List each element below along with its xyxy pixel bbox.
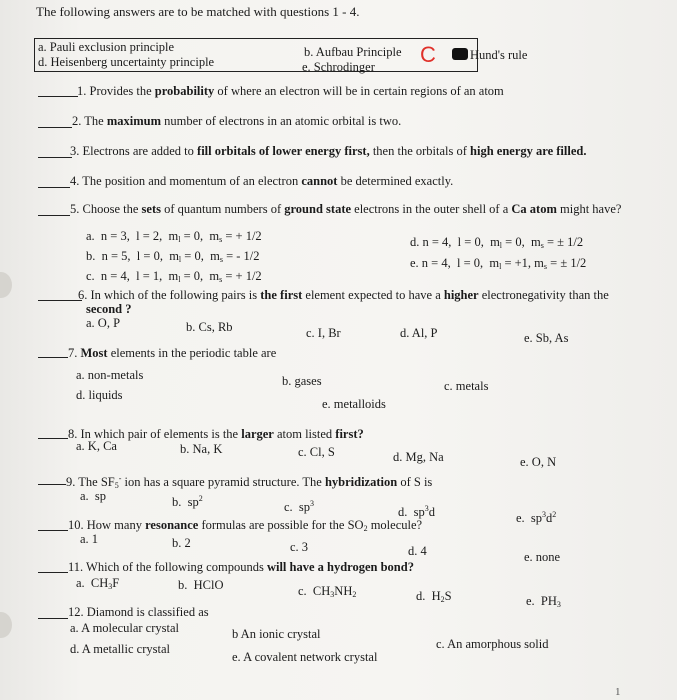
choice-e: e. Schrodinger (302, 60, 375, 74)
q10-option-c: c. 3 (290, 540, 309, 554)
question-8: 8. In which pair of elements is the larger atom listed first? (68, 427, 364, 441)
choice-hund: Hund's rule (470, 48, 528, 62)
question-12: 12. Diamond is classified as (68, 605, 209, 619)
q12-option-c: c. An amorphous solid (436, 637, 549, 651)
answer-blank-7[interactable] (38, 357, 68, 358)
answer-blank-5[interactable] (38, 215, 70, 216)
q8-option-b: b. Na, K (180, 442, 223, 456)
choice-d: d. Heisenberg uncertainty principle (38, 55, 215, 69)
answer-blank-4[interactable] (38, 187, 70, 188)
q9-option-b: b. $sp^2$ (172, 494, 203, 509)
q10-option-d: d. 4 (408, 544, 427, 558)
question-6-line2: second ? (86, 302, 132, 316)
choice-a: a. Pauli exclusion principle (38, 40, 175, 54)
question-5: 5. Choose the sets of quantum numbers of ground state electrons in the outer shell of a Ca atom might have? (70, 202, 622, 216)
answer-blank-12[interactable] (38, 618, 68, 619)
q12-option-b: b An ionic crystal (232, 627, 321, 641)
ink-blot (452, 48, 468, 60)
q5-option-d: d. n = 4, l = 0, $m_l = 0$, $m_s$ = ± 1/2 (410, 235, 584, 250)
question-2: 2. The maximum number of electrons in an atomic orbital is two. (72, 114, 402, 128)
question-11: 11. Which of the following compounds will have a hydrogen bond? (68, 560, 414, 574)
answer-blank-9[interactable] (38, 484, 66, 485)
question-3: 3. Electrons are added to fill orbitals of lower energy first, then the orbitals of high energy are filled. (70, 144, 587, 158)
q10-option-e: e. none (524, 550, 561, 564)
q8-option-e: e. O, N (520, 455, 557, 469)
question-9: 9. The $SF_5^-$ ion has a square pyramid structure. The hybridization of S is (66, 474, 433, 490)
answer-blank-6[interactable] (38, 300, 82, 301)
q6-option-d: d. Al, P (400, 326, 438, 340)
q9-option-a: a. sp (80, 489, 107, 503)
answer-blank-8[interactable] (38, 438, 68, 439)
choice-b: b. Aufbau Principle (304, 45, 402, 59)
q9-option-e: e. $sp^3d^2$ (516, 510, 557, 525)
q10-option-b: b. 2 (172, 536, 191, 550)
q7-option-a: a. non-metals (76, 368, 144, 382)
q10-option-a: a. 1 (80, 532, 99, 546)
q5-option-c: c. n = 4, l = 1, $m_l = 0$, $m_s$ = + 1/2 (86, 269, 262, 284)
handwritten-c-mark: C (420, 42, 436, 67)
q6-option-a: a. O, P (86, 316, 121, 330)
q7-option-d: d. liquids (76, 388, 123, 402)
q9-option-d: d. $sp^3d$ (398, 504, 435, 519)
binder-hole (0, 612, 12, 638)
q7-option-c: c. metals (444, 379, 489, 393)
q5-option-b: b. n = 5, l = 0, $m_l = 0$, $m_s$ = - 1/2 (86, 249, 260, 264)
q12-option-d: d. A metallic crystal (70, 642, 170, 656)
q11-option-d: d. $H_2S$ (416, 589, 452, 604)
question-10: 10. How many resonance formulas are possible for the $SO_2$ molecule? (68, 518, 423, 533)
q9-option-c: c. $sp^3$ (284, 499, 315, 514)
q11-option-c: c. $CH_3NH_2$ (298, 584, 357, 599)
binder-hole (0, 272, 12, 298)
q11-option-a: a. $CH_3F$ (76, 576, 120, 591)
q11-option-b: b. HClO (178, 578, 224, 592)
question-4: 4. The position and momentum of an electron cannot be determined exactly. (70, 174, 454, 188)
q11-option-e: e. $PH_3$ (526, 594, 561, 609)
q5-option-a: a. n = 3, l = 2, $m_l = 0$, $m_s$ = + 1/2 (86, 229, 262, 244)
page-number: 1 (615, 686, 621, 698)
answer-blank-10[interactable] (38, 530, 68, 531)
q6-option-e: e. Sb, As (524, 331, 569, 345)
q6-option-b: b. Cs, Rb (186, 320, 233, 334)
q8-option-c: c. Cl, S (298, 445, 335, 459)
q12-option-a: a. A molecular crystal (70, 621, 179, 635)
instructions-header: The following answers are to be matched with questions 1 - 4. (36, 4, 360, 19)
question-6: 6. In which of the following pairs is the first element expected to have a higher electronegativity than the (78, 288, 609, 302)
q12-option-e: e. A covalent network crystal (232, 650, 378, 664)
answer-blank-1[interactable] (38, 96, 78, 97)
q6-option-c: c. I, Br (306, 326, 341, 340)
answer-blank-11[interactable] (38, 572, 68, 573)
answer-blank-3[interactable] (38, 157, 72, 158)
q5-option-e: e. n = 4, l = 0, $m_l = +1$, $m_s$ = ± 1/2 (410, 256, 587, 271)
answer-blank-2[interactable] (38, 127, 72, 128)
question-1: 1. Provides the probability of where an electron will be in certain regions of an atom (77, 84, 504, 98)
q8-option-d: d. Mg, Na (393, 450, 444, 464)
q8-option-a: a. K, Ca (76, 439, 117, 453)
q7-option-b: b. gases (282, 374, 322, 388)
q7-option-e: e. metalloids (322, 397, 386, 411)
question-7: 7. Most elements in the periodic table are (68, 346, 277, 360)
